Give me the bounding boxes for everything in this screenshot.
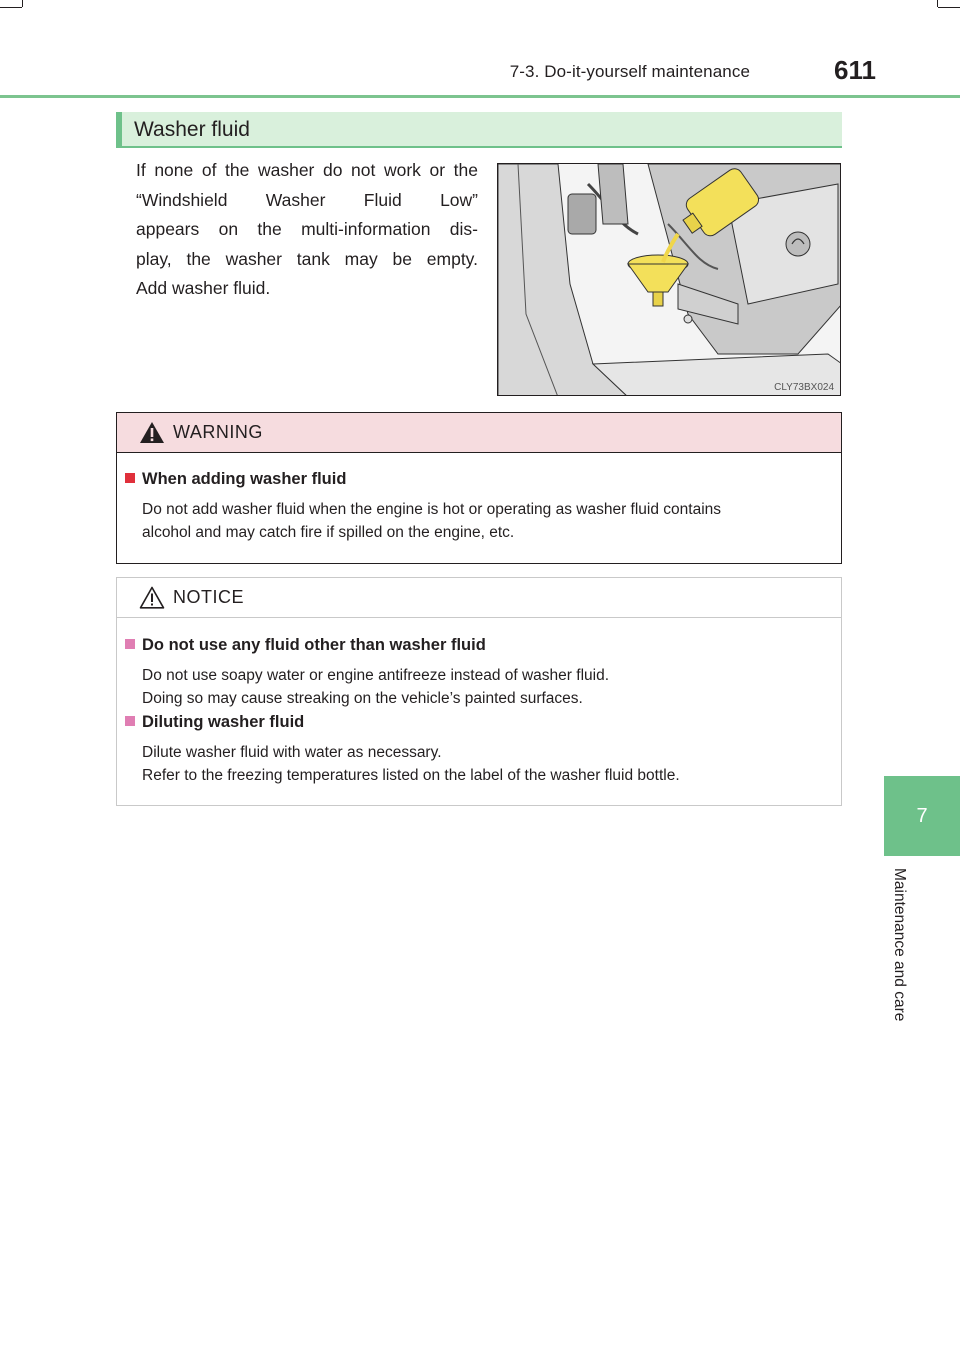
warning-line: Do not add washer fluid when the engine is hot or operating as washer fluid contains bbox=[142, 501, 722, 518]
caution-triangle-icon bbox=[139, 586, 165, 609]
engine-bay-washer-fluid-illustration-icon bbox=[498, 164, 841, 396]
section-title: Washer fluid bbox=[134, 118, 250, 141]
intro-line: Add washer fluid. bbox=[136, 278, 271, 298]
notice-line: Dilute washer fluid with water as necessary. bbox=[142, 744, 442, 761]
crop-mark bbox=[22, 0, 23, 7]
section-header bbox=[116, 112, 842, 148]
notice-item-title-text: Diluting washer fluid bbox=[142, 713, 305, 731]
page-number: 611 bbox=[834, 55, 876, 85]
intro-line: “Windshield Washer Fluid Low” bbox=[136, 189, 478, 210]
crop-mark bbox=[0, 7, 22, 8]
warning-item-body bbox=[142, 499, 832, 544]
section-header-bar bbox=[116, 112, 122, 146]
notice-item-body bbox=[142, 742, 832, 787]
notice-line: Refer to the freezing temperatures listed on the label of the washer fluid bottle. bbox=[142, 766, 680, 784]
warning-header bbox=[117, 413, 841, 453]
notice-line: Doing so may cause streaking on the vehicle’s painted surfaces. bbox=[142, 689, 583, 707]
intro-line: If none of the washer do not work or the bbox=[136, 160, 478, 180]
chapter-tab bbox=[884, 776, 960, 856]
intro-line: appears on the multi-information dis- bbox=[136, 219, 478, 239]
notice-label: NOTICE bbox=[173, 587, 245, 607]
notice-header bbox=[117, 578, 841, 618]
warning-label: WARNING bbox=[173, 422, 263, 442]
bullet-square-icon bbox=[125, 639, 135, 649]
notice-box bbox=[116, 577, 842, 806]
warning-box bbox=[116, 412, 842, 564]
notice-item-body bbox=[142, 665, 832, 710]
notice-item-title bbox=[125, 636, 486, 655]
running-header: 7-3. Do-it-yourself maintenance bbox=[509, 62, 750, 81]
intro-paragraph bbox=[136, 156, 478, 304]
chapter-title: Maintenance and care bbox=[891, 868, 908, 1022]
bullet-square-icon bbox=[125, 716, 135, 726]
warning-line: alcohol and may catch fire if spilled on the engine, etc. bbox=[142, 523, 515, 541]
intro-line: play, the washer tank may be empty. bbox=[136, 248, 478, 269]
chapter-number: 7 bbox=[916, 804, 928, 827]
notice-line: Do not use soapy water or engine antifreeze instead of washer fluid. bbox=[142, 667, 609, 684]
header-rule bbox=[0, 95, 960, 98]
bullet-square-icon bbox=[125, 473, 135, 483]
engine-bay-illustration bbox=[497, 163, 841, 396]
notice-item-title-text: Do not use any fluid other than washer fluid bbox=[142, 636, 486, 654]
warning-item-title-text: When adding washer fluid bbox=[142, 470, 347, 488]
warning-triangle-icon bbox=[139, 421, 165, 444]
warning-item-title bbox=[125, 470, 346, 489]
crop-mark bbox=[938, 7, 960, 8]
crop-mark bbox=[937, 0, 938, 7]
figure-code: CLY73BX024 bbox=[774, 382, 834, 393]
notice-item-title bbox=[125, 713, 304, 732]
chapter-side-label bbox=[880, 868, 920, 1068]
